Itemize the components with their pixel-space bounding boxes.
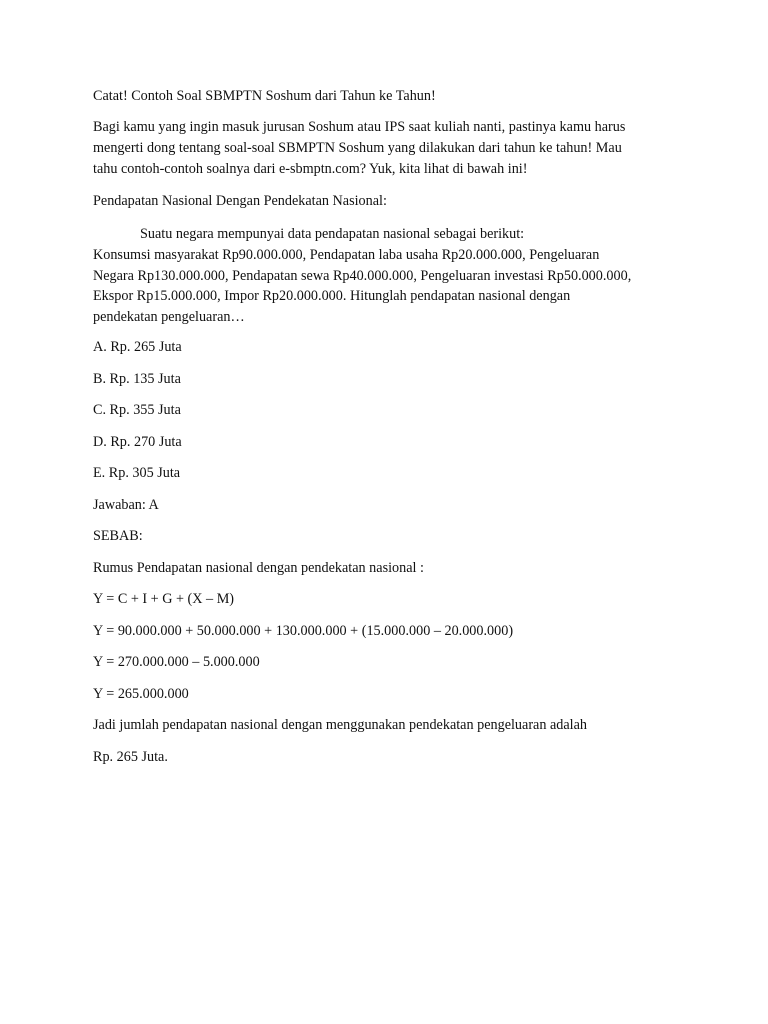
option-b: B. Rp. 135 Juta [93,370,181,387]
intro-paragraph [93,117,693,180]
question-line: Suatu negara mempunyai data pendapatan nasional sebagai berikut: [140,226,525,242]
intro-line: mengerti dong tentang soal-soal SBMPTN Soshum yang dilakukan dari tahun ke tahun! Mau [93,140,622,156]
question-paragraph [93,224,693,327]
final-answer: Rp. 265 Juta. [93,748,168,765]
intro-line: tahu contoh-contoh soalnya dari e-sbmptn.com? Yuk, kita lihat di bawah ini! [93,161,528,177]
formula-step: Y = C + I + G + (X – M) [93,591,235,607]
formula-step: Y = 90.000.000 + 50.000.000 + 130.000.000 + (15.000.000 – 20.000.000) [93,622,514,639]
formula-steps [93,589,693,704]
question-line: Konsumsi masyarakat Rp90.000.000, Pendapatan laba usaha Rp20.000.000, Pengeluaran [93,247,600,263]
formula-step: Y = 265.000.000 [93,685,189,702]
document-title: Catat! Contoh Soal SBMPTN Soshum dari Tahun ke Tahun! [93,88,436,104]
document-page [93,86,693,778]
option-e: E. Rp. 305 Juta [93,465,181,481]
intro-line: Bagi kamu yang ingin masuk jurusan Soshum atau IPS saat kuliah nanti, pastinya kamu harus [93,119,626,135]
question-line: pendekatan pengeluaran… [93,308,245,325]
answer-options [93,337,693,483]
option-a: A. Rp. 265 Juta [93,339,182,355]
option-c: C. Rp. 355 Juta [93,402,181,418]
answer-key: Jawaban: A [93,496,159,513]
formula-intro: Rumus Pendapatan nasional dengan pendekatan nasional : [93,559,424,576]
formula-step: Y = 270.000.000 – 5.000.000 [93,654,260,670]
question-line: Ekspor Rp15.000.000, Impor Rp20.000.000. Hitunglah pendapatan nasional dengan [93,288,571,304]
reason-heading: SEBAB: [93,528,143,544]
conclusion: Jadi jumlah pendapatan nasional dengan menggunakan pendekatan pengeluaran adalah [93,717,588,733]
option-d: D. Rp. 270 Juta [93,433,182,450]
section-heading: Pendapatan Nasional Dengan Pendekatan Nasional: [93,193,387,209]
question-line: Negara Rp130.000.000, Pendapatan sewa Rp40.000.000, Pengeluaran investasi Rp50.000.000, [93,267,632,284]
